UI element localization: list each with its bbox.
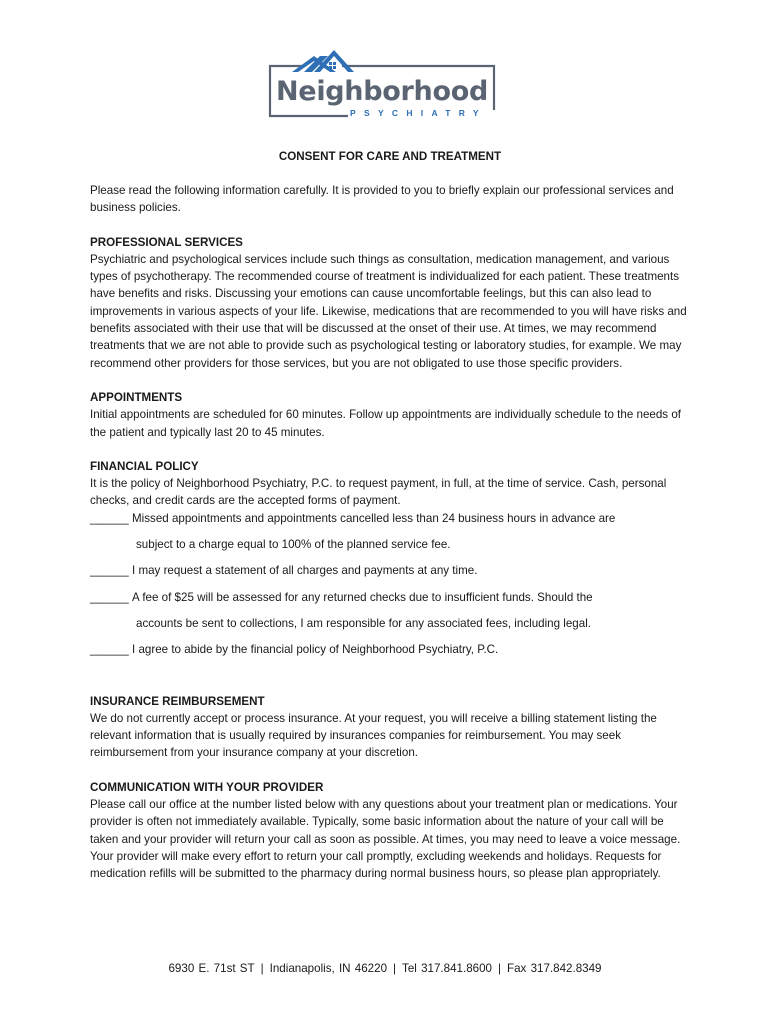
footer-phone: Tel 317.841.8600 (402, 962, 493, 975)
item-text-continued: accounts be sent to collections, I am responsible for any associated fees, including legal. (136, 616, 591, 630)
financial-policy-body: It is the policy of Neighborhood Psychiatry, P.C. to request payment, in full, at the time of service. Cash, personal checks, and credit cards are the accepted forms of payment. (90, 477, 667, 508)
footer-separator: | (260, 962, 264, 975)
initials-blank[interactable]: ______ (90, 511, 129, 525)
initials-blank[interactable]: ______ (90, 564, 129, 578)
financial-policy-item (90, 562, 690, 579)
item-text: I may request a statement of all charges and payments at any time. (132, 564, 478, 578)
appointments-heading: APPOINTMENTS (90, 390, 183, 404)
communication-heading: COMMUNICATION WITH YOUR PROVIDER (90, 780, 324, 794)
consent-document (90, 148, 690, 883)
footer-address: 6930 E. 71st ST (168, 962, 255, 975)
footer-separator: | (393, 962, 397, 975)
item-text-continued: subject to a charge equal to 100% of the planned service fee. (136, 538, 451, 552)
document-title: CONSENT FOR CARE AND TREATMENT (278, 150, 502, 163)
footer-separator: | (498, 962, 502, 975)
communication-body: Please call our office at the number listed below with any questions about your treatment plan or medications. Your provider is often not immediately available. Typically, some basic information about the nature of your call will be taken and your provider will return your call as soon as possible. At times, you may need to leave a voice message. Your provider will make every effort to return your call promptly, excluding weekends and holidays. Requests for medication refills will be submitted to the pharmacy during normal business hours, so please plan appropriately. (90, 798, 681, 881)
financial-policy-heading: FINANCIAL POLICY (90, 459, 199, 473)
appointments-body: Initial appointments are scheduled for 60 minutes. Follow up appointments are individually schedule to the needs of the patient and typically last 20 to 45 minutes. (90, 408, 681, 439)
initials-blank[interactable]: ______ (90, 590, 129, 604)
logo-wordmark: Neighborhood (276, 76, 488, 107)
financial-policy-item (90, 641, 690, 658)
financial-policy-item (90, 510, 690, 554)
professional-services-body: Psychiatric and psychological services include such things as consultation, medication management, and various types of psychotherapy. The recommended course of treatment is individualized for each patient. These treatments have benefits and risks. Discussing your emotions can cause uncomfortable feelings, but this can also lead to improvements in various aspects of your life. Likewise, medications that are recommended to you will have risks and benefits associated with their use that will be discussed at the onset of their use. At times, we may recommend treatments that we are not able to provide such as psychological testing or laboratory studies, for example. We may recommend other providers for those services, but you are not obligated to use those specific providers. (90, 252, 687, 370)
insurance-body: We do not currently accept or process insurance. At your request, you will receive a billing statement listing the relevant information that is usually required by insurances companies for reimbursement. You may seek reimbursement from your insurance company at your discretion. (90, 711, 657, 760)
item-text: Missed appointments and appointments cancelled less than 24 business hours in advance are (132, 511, 616, 525)
footer-fax: Fax 317.842.8349 (507, 962, 602, 975)
item-text: I agree to abide by the financial policy of Neighborhood Psychiatry, P.C. (132, 643, 499, 657)
footer-contact (0, 962, 770, 975)
footer-city: Indianapolis, IN 46220 (269, 962, 388, 975)
logo-tagline: PSYCHIATRY (350, 108, 487, 118)
professional-services-heading: PROFESSIONAL SERVICES (90, 235, 243, 249)
insurance-heading: INSURANCE REIMBURSEMENT (90, 694, 265, 708)
intro-paragraph: Please read the following information carefully. It is provided to you to briefly explain our professional services and business policies. (90, 184, 674, 215)
item-text: A fee of $25 will be assessed for any returned checks due to insufficient funds. Should the (132, 590, 593, 604)
neighborhood-psychiatry-logo (262, 50, 502, 122)
initials-blank[interactable]: ______ (90, 643, 129, 657)
financial-policy-item (90, 589, 690, 633)
